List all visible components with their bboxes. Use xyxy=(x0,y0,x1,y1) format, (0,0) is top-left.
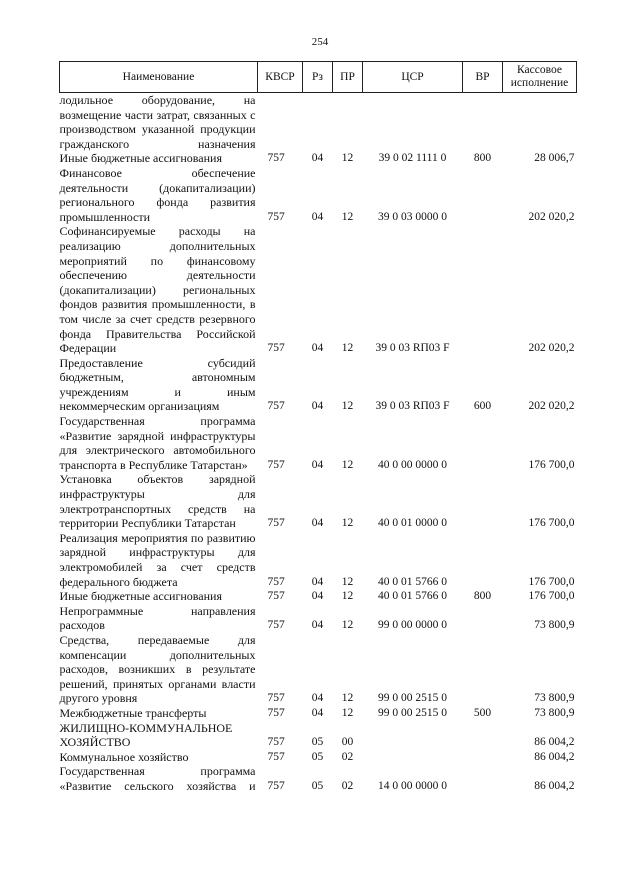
row-rz: 04 xyxy=(311,517,324,530)
row-name: Софинансируемые расходы на реализацию дополнительных мероприятий по финансовому обеспечению деятельности (докапитализации) региональных фондов развития промышленности, в том числе за счет средств резервного фонда Правительства Российской Федерации xyxy=(59,224,256,356)
table-row xyxy=(60,472,577,530)
table-row xyxy=(60,224,577,355)
row-pr: 12 xyxy=(341,152,354,165)
row-csr: 40 0 01 5766 0 xyxy=(378,575,447,588)
row-vr: 500 xyxy=(473,706,492,719)
table-row xyxy=(60,604,577,633)
header-pr: ПР xyxy=(333,62,363,93)
row-name: лодильное оборудование, на возмещение части затрат, связанных с производством указанной продукции гражданского назначения xyxy=(59,93,256,151)
row-name: Межбюджетные трансферты xyxy=(59,705,207,720)
row-pr: 02 xyxy=(341,779,354,792)
row-name: Иные бюджетные ассигнования xyxy=(59,151,222,166)
row-name: Государственная программа «Развитие зарядной инфраструктуры для электрического автомобильного транспорта в Республике Татарстан» xyxy=(59,414,256,472)
row-amount: 28 006,7 xyxy=(534,152,575,165)
table-row xyxy=(60,356,577,414)
row-pr: 12 xyxy=(341,575,354,588)
row-kvsr: 757 xyxy=(267,750,285,763)
table-row xyxy=(60,706,577,721)
row-name: ЖИЛИЩНО-КОММУНАЛЬНОЕ ХОЗЯЙСТВО xyxy=(59,720,233,750)
row-name: Реализация мероприятия по развитию зарядной инфраструктуры для электромобилей за счет средств федерального бюджета xyxy=(59,530,256,589)
row-amount: 202 020,2 xyxy=(528,400,575,413)
row-amount: 73 800,9 xyxy=(534,692,575,705)
row-csr xyxy=(363,750,463,765)
row-rz: 05 xyxy=(311,779,324,792)
row-csr: 99 0 00 0000 0 xyxy=(378,619,447,632)
row-pr: 12 xyxy=(341,706,354,719)
table-header-row xyxy=(60,62,577,93)
row-rz: 05 xyxy=(311,750,324,763)
row-csr: 99 0 00 2515 0 xyxy=(378,706,447,719)
row-rz: 04 xyxy=(311,342,324,355)
row-amount: 176 700,0 xyxy=(528,517,575,530)
row-csr: 39 0 02 1111 0 xyxy=(378,152,447,165)
row-vr xyxy=(463,414,503,472)
row-pr xyxy=(333,93,363,152)
table-body xyxy=(60,93,577,794)
row-vr xyxy=(463,604,503,633)
row-amount: 86 004,2 xyxy=(534,779,575,792)
row-amount: 86 004,2 xyxy=(534,736,575,749)
row-rz: 04 xyxy=(311,400,324,413)
row-vr xyxy=(463,224,503,355)
row-rz: 04 xyxy=(311,210,324,223)
page-number: 254 xyxy=(311,36,329,48)
row-pr: 12 xyxy=(341,619,354,632)
row-kvsr: 757 xyxy=(267,619,285,632)
row-rz: 04 xyxy=(311,458,324,471)
row-kvsr: 757 xyxy=(267,590,285,603)
table-row xyxy=(60,764,577,793)
row-vr xyxy=(463,764,503,793)
table-row xyxy=(60,93,577,152)
row-amount: 73 800,9 xyxy=(534,706,575,719)
row-vr xyxy=(463,166,503,224)
header-vr: ВР xyxy=(463,62,503,93)
row-kvsr: 757 xyxy=(267,575,285,588)
row-pr: 12 xyxy=(341,210,354,223)
row-pr: 12 xyxy=(341,692,354,705)
row-pr: 12 xyxy=(341,517,354,530)
header-kvsr: КВСР xyxy=(258,62,303,93)
row-csr: 14 0 00 0000 0 xyxy=(378,779,447,792)
row-kvsr: 757 xyxy=(267,458,285,471)
table-row xyxy=(60,721,577,750)
row-kvsr: 757 xyxy=(267,779,285,792)
row-pr: 12 xyxy=(341,458,354,471)
row-amount: 202 020,2 xyxy=(528,342,575,355)
row-amount: 176 700,0 xyxy=(528,575,575,588)
row-rz: 04 xyxy=(311,575,324,588)
row-rz: 04 xyxy=(311,590,324,603)
row-amount: 86 004,2 xyxy=(534,750,575,763)
row-csr xyxy=(363,721,463,750)
row-pr: 02 xyxy=(341,750,354,763)
row-rz: 04 xyxy=(311,152,324,165)
row-kvsr: 757 xyxy=(267,152,285,165)
row-kvsr xyxy=(258,93,303,152)
row-pr: 00 xyxy=(341,736,354,749)
row-kvsr: 757 xyxy=(267,736,285,749)
table-row xyxy=(60,166,577,224)
row-amount xyxy=(503,93,577,152)
row-pr: 12 xyxy=(341,342,354,355)
row-name: Финансовое обеспечение деятельности (докапитализации) регионального фонда развития промышленности xyxy=(59,165,256,224)
row-csr: 40 0 00 0000 0 xyxy=(378,458,447,471)
row-kvsr: 757 xyxy=(267,400,285,413)
row-amount: 73 800,9 xyxy=(534,619,575,632)
row-vr: 800 xyxy=(473,590,492,603)
row-kvsr: 757 xyxy=(267,692,285,705)
header-name: Наименование xyxy=(60,62,258,93)
row-kvsr: 757 xyxy=(267,210,285,223)
row-rz: 04 xyxy=(311,706,324,719)
row-csr: 40 0 01 0000 0 xyxy=(378,517,447,530)
budget-table xyxy=(59,61,577,794)
row-pr: 12 xyxy=(341,400,354,413)
row-name: Непрограммные направления расходов xyxy=(59,603,256,633)
row-vr xyxy=(463,93,503,152)
row-name: Установка объектов зарядной инфраструктуры для электротранспортных средств на территории Республики Татарстан xyxy=(59,472,256,531)
table-row xyxy=(60,750,577,765)
row-kvsr: 757 xyxy=(267,517,285,530)
row-name: Коммунальное хозяйство xyxy=(59,749,189,764)
row-rz xyxy=(303,93,333,152)
header-csr: ЦСР xyxy=(363,62,463,93)
row-amount: 202 020,2 xyxy=(528,210,575,223)
row-csr: 40 0 01 5766 0 xyxy=(378,590,447,603)
row-csr: 39 0 03 0000 0 xyxy=(378,210,447,223)
row-vr: 800 xyxy=(473,152,492,165)
row-vr xyxy=(463,531,503,589)
table-row xyxy=(60,151,577,166)
row-amount: 176 700,0 xyxy=(528,590,575,603)
row-kvsr: 757 xyxy=(267,706,285,719)
row-rz: 04 xyxy=(311,692,324,705)
table-row xyxy=(60,589,577,604)
row-rz: 04 xyxy=(311,619,324,632)
row-name: Средства, передаваемые для компенсации дополнительных расходов, возникших в результате решений, принятых органами власти другого уровня xyxy=(59,632,256,706)
row-name: Предоставление субсидий бюджетным, автономным учреждениям и иным некоммерческим организациям xyxy=(59,355,256,414)
header-amount: Кассовое исполнение xyxy=(503,62,577,93)
row-name: Государственная программа «Развитие сельского хозяйства и xyxy=(59,764,256,793)
row-name: Иные бюджетные ассигнования xyxy=(59,589,222,604)
row-pr: 12 xyxy=(341,590,354,603)
row-csr: 39 0 03 RП03 F xyxy=(375,342,450,355)
row-csr: 99 0 00 2515 0 xyxy=(378,692,447,705)
row-rz: 05 xyxy=(311,736,324,749)
row-csr: 39 0 03 RП03 F xyxy=(375,400,450,413)
table-row xyxy=(60,633,577,706)
table-row xyxy=(60,531,577,589)
row-vr xyxy=(463,750,503,765)
row-vr: 600 xyxy=(473,400,492,413)
row-csr xyxy=(363,93,463,152)
row-vr xyxy=(463,472,503,530)
row-amount: 176 700,0 xyxy=(528,458,575,471)
table-row xyxy=(60,414,577,472)
row-kvsr: 757 xyxy=(267,342,285,355)
header-rz: Рз xyxy=(303,62,333,93)
row-vr xyxy=(463,721,503,750)
row-vr xyxy=(463,633,503,706)
